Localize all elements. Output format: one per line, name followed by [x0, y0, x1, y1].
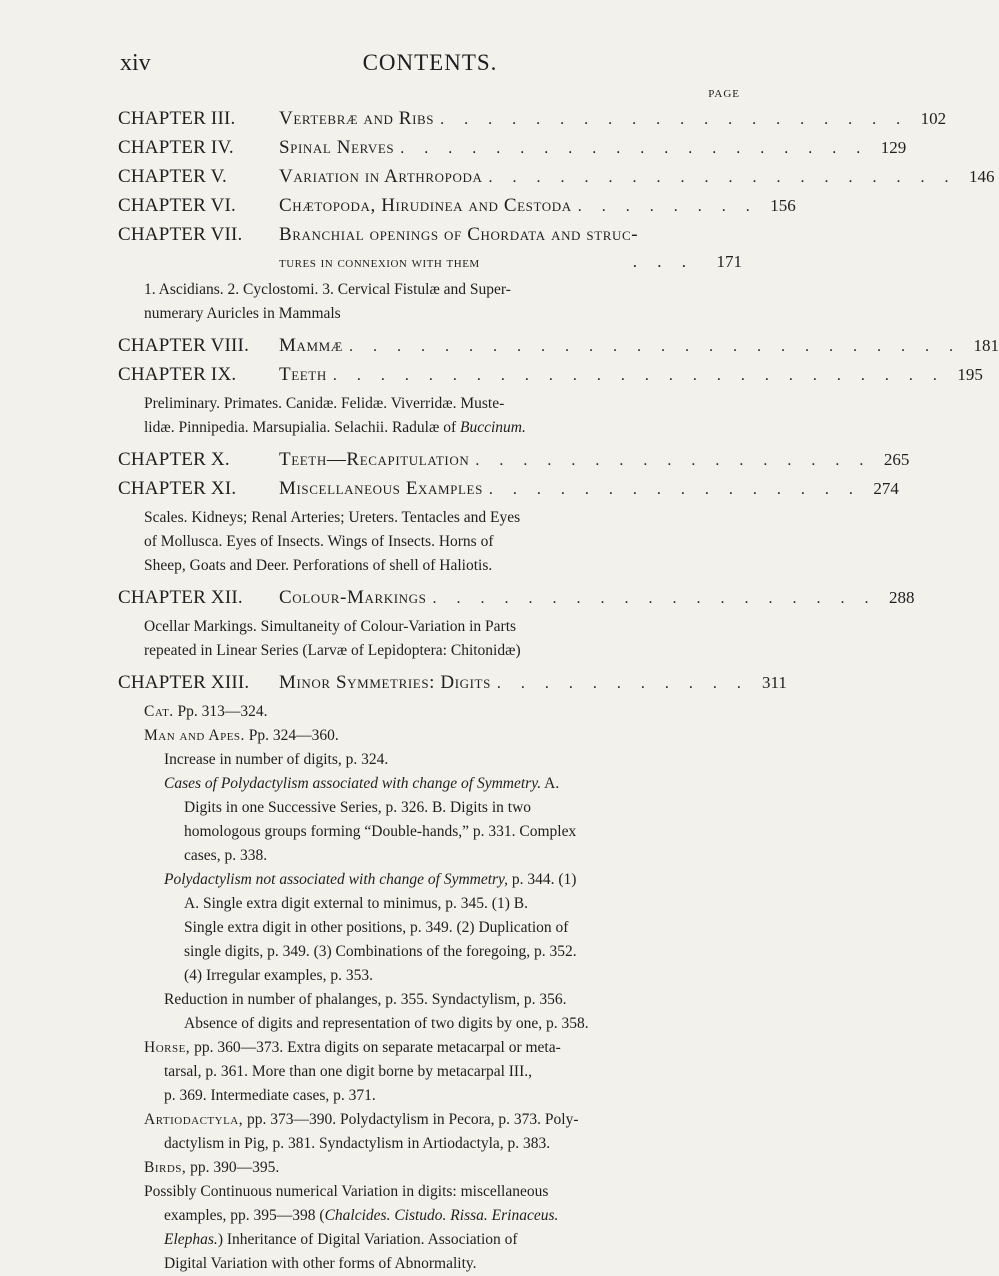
toc-entry-chapter-5 — [118, 163, 995, 192]
subsection-line: Sheep, Goats and Deer. Perforations of shell of Haliotis. — [144, 557, 493, 574]
toc-entry-chapter-3 — [118, 105, 947, 134]
chapter-title-continued — [279, 249, 742, 276]
subsection-line: Absence of digits and representation of two digits by one, p. 358. — [184, 1015, 589, 1032]
taxon-name: Buccinum. — [460, 419, 526, 436]
chapter-title-line-2: tures in connexion with them — [279, 255, 480, 271]
chapter-page: 274 — [873, 479, 899, 498]
chapter-title: Mammæ — [279, 335, 343, 356]
subsection-line: Reduction in number of phalanges, p. 355. Syndactylism, p. 356. — [164, 991, 567, 1008]
chapter-label: CHAPTER X. — [118, 449, 230, 470]
chapter-title: Vertebræ and Ribs — [279, 108, 435, 129]
subsection-line: A. — [541, 775, 560, 792]
subsection-line: lidæ. Pinnipedia. Marsupialia. Selachii. Radulæ of — [144, 419, 460, 436]
subsection-line: homologous groups forming “Double-hands,” p. 331. Complex — [184, 823, 577, 840]
subsection-italic: Cases of Polydactylism associated with change of Symmetry. — [164, 775, 542, 792]
subsection-line: p. 344. (1) — [507, 871, 577, 888]
subsection-italic: Polydactylism not associated with change of Symmetry, — [164, 871, 508, 888]
dot-leader: . . . . . . . . . . . . . . . . . . . . . . . . . . — [332, 367, 945, 384]
chapter-label: CHAPTER III. — [118, 108, 236, 129]
toc-entry-chapter-13 — [118, 669, 787, 698]
subsection-line: Possibly Continuous numerical Variation in digits: miscellaneous — [144, 1183, 549, 1200]
section-head-man-and-apes: Man and Apes. — [144, 727, 245, 744]
chapter-title: Spinal Nerves — [279, 137, 395, 158]
section-text: Pp. 324—360. — [244, 727, 339, 744]
subsection-line: Single extra digit in other positions, p. 349. (2) Duplication of — [184, 919, 569, 936]
subsection-line: Digital Variation with other forms of Abnormality. — [164, 1255, 477, 1272]
chapter-label: CHAPTER XII. — [118, 587, 243, 608]
dot-leader: . . . . . . . . — [577, 198, 758, 215]
subsection-line: Scales. Kidneys; Renal Arteries; Ureters. Tentacles and Eyes — [144, 509, 521, 526]
chapter-page: 102 — [920, 109, 947, 128]
dot-leader: . . . . . . . . . . . — [496, 675, 749, 692]
chapter-label: CHAPTER IX. — [118, 364, 237, 385]
running-header — [120, 50, 740, 86]
chapter-page: 156 — [770, 196, 796, 215]
subsection-line: tarsal, p. 361. More than one digit borne by metacarpal III., — [164, 1063, 533, 1080]
taxon-name: Elephas. — [164, 1231, 218, 1248]
chapter-page: 288 — [888, 588, 915, 607]
subsection-line: numerary Auricles in Mammals — [144, 305, 341, 322]
chapter-label: CHAPTER IV. — [118, 137, 234, 158]
section-head-birds: Birds, — [144, 1159, 187, 1176]
dot-leader: . . . . . . . . . . . . . . . . . . . . — [400, 140, 869, 157]
chapter-12-subsections — [144, 615, 742, 663]
subsection-line: Preliminary. Primates. Canidæ. Felidæ. Viverridæ. Muste- — [144, 395, 505, 412]
chapter-page: 265 — [883, 450, 910, 469]
chapter-title: Branchial openings of Chordata and struc- — [279, 224, 639, 245]
chapter-page: 171 — [716, 252, 742, 271]
toc-entry-chapter-4 — [118, 134, 907, 163]
chapter-page: 181 — [973, 336, 999, 355]
section-text: Pp. 313—324. — [173, 703, 268, 720]
subsection-line: repeated in Linear Series (Larvæ of Lepidoptera: Chitonidæ) — [144, 642, 521, 659]
subsection-line: p. 369. Intermediate cases, p. 371. — [164, 1087, 376, 1104]
section-text: pp. 373—390. Polydactylism in Pecora, p. 373. Poly- — [243, 1111, 579, 1128]
subsection-line: examples, pp. 395—398 ( — [164, 1207, 325, 1224]
table-of-contents — [118, 105, 999, 1276]
subsection-line: 1. Ascidians. 2. Cyclostomi. 3. Cervical Fistulæ and Super- — [144, 281, 511, 298]
chapter-9-subsections — [144, 392, 742, 440]
subsection-line: single digits, p. 349. (3) Combinations of the foregoing, p. 352. — [184, 943, 577, 960]
page-number: xiv — [120, 50, 151, 76]
chapter-title: Variation in Arthropoda — [279, 166, 483, 187]
toc-entry-chapter-12 — [118, 584, 915, 613]
chapter-title: Minor Symmetries: Digits — [279, 672, 491, 693]
chapter-label: CHAPTER VII. — [118, 224, 243, 245]
subsection-line: ) Inheritance of Digital Variation. Association of — [217, 1231, 518, 1248]
section-head-cat: Cat. — [144, 703, 174, 720]
chapter-title: Teeth — [279, 364, 327, 385]
section-text: pp. 360—373. Extra digits on separate metacarpal or meta- — [190, 1039, 561, 1056]
chapter-page: 129 — [880, 138, 907, 157]
chapter-13-subsections — [144, 700, 742, 1276]
page-column-label: PAGE — [708, 88, 740, 100]
subsection-line: (4) Irregular examples, p. 353. — [184, 967, 373, 984]
section-text: pp. 390—395. — [186, 1159, 280, 1176]
subsection-line: Digits in one Successive Series, p. 326. B. Digits in two — [184, 799, 532, 816]
dot-leader: . . . . . . . . . . . . . . . . . . . . . . . . . . — [348, 338, 961, 355]
chapter-title: Colour-Markings — [279, 587, 427, 608]
chapter-page: 195 — [957, 365, 983, 384]
toc-entry-chapter-6 — [118, 192, 796, 221]
chapter-page: 311 — [762, 673, 787, 692]
toc-entry-chapter-7 — [118, 221, 742, 249]
chapter-page: 146 — [968, 167, 995, 186]
chapter-title: Teeth—Recapitulation — [279, 449, 470, 470]
dot-leader: . . . . . . . . . . . . . . . . — [488, 481, 861, 498]
chapter-label: CHAPTER VI. — [118, 195, 236, 216]
toc-entry-chapter-8 — [118, 332, 999, 361]
chapter-7-subsections — [144, 278, 742, 326]
chapter-label: CHAPTER XI. — [118, 478, 237, 499]
chapter-title: Chætopoda, Hirudinea and Cestoda — [279, 195, 572, 216]
chapter-label: CHAPTER V. — [118, 166, 227, 187]
subsection-line: Increase in number of digits, p. 324. — [164, 751, 389, 768]
subsection-line: Ocellar Markings. Simultaneity of Colour-Variation in Parts — [144, 618, 517, 635]
toc-entry-chapter-11 — [118, 475, 899, 504]
chapter-11-subsections — [144, 506, 742, 578]
section-head-horse: Horse, — [144, 1039, 191, 1056]
subsection-line: dactylism in Pig, p. 381. Syndactylism in Artiodactyla, p. 383. — [164, 1135, 551, 1152]
dot-leader: . . . . . . . . . . . . . . . . . . . . — [440, 111, 909, 128]
chapter-label: CHAPTER XIII. — [118, 672, 250, 693]
chapter-label: CHAPTER VIII. — [118, 335, 250, 356]
page-title: CONTENTS. — [362, 50, 498, 75]
dot-leader: . . . . . . . . . . . . . . . . . — [475, 452, 872, 469]
chapter-title: Miscellaneous Examples — [279, 478, 483, 499]
dot-leader: . . . . . . . . . . . . . . . . . . . . — [488, 169, 957, 186]
toc-entry-chapter-10 — [118, 446, 910, 475]
toc-entry-chapter-9 — [118, 361, 983, 390]
taxon-names: Chalcides. Cistudo. Rissa. Erinaceus. — [324, 1207, 559, 1224]
dot-leader: . . . . . . . . . . . . . . . . . . . — [432, 590, 877, 607]
subsection-line: A. Single extra digit external to minimus, p. 345. (1) B. — [184, 895, 528, 912]
subsection-line: of Mollusca. Eyes of Insects. Wings of Insects. Horns of — [144, 533, 494, 550]
section-head-artiodactyla: Artiodactyla, — [144, 1111, 244, 1128]
subsection-line: cases, p. 338. — [184, 847, 268, 864]
dot-leader: . . . — [632, 252, 694, 271]
